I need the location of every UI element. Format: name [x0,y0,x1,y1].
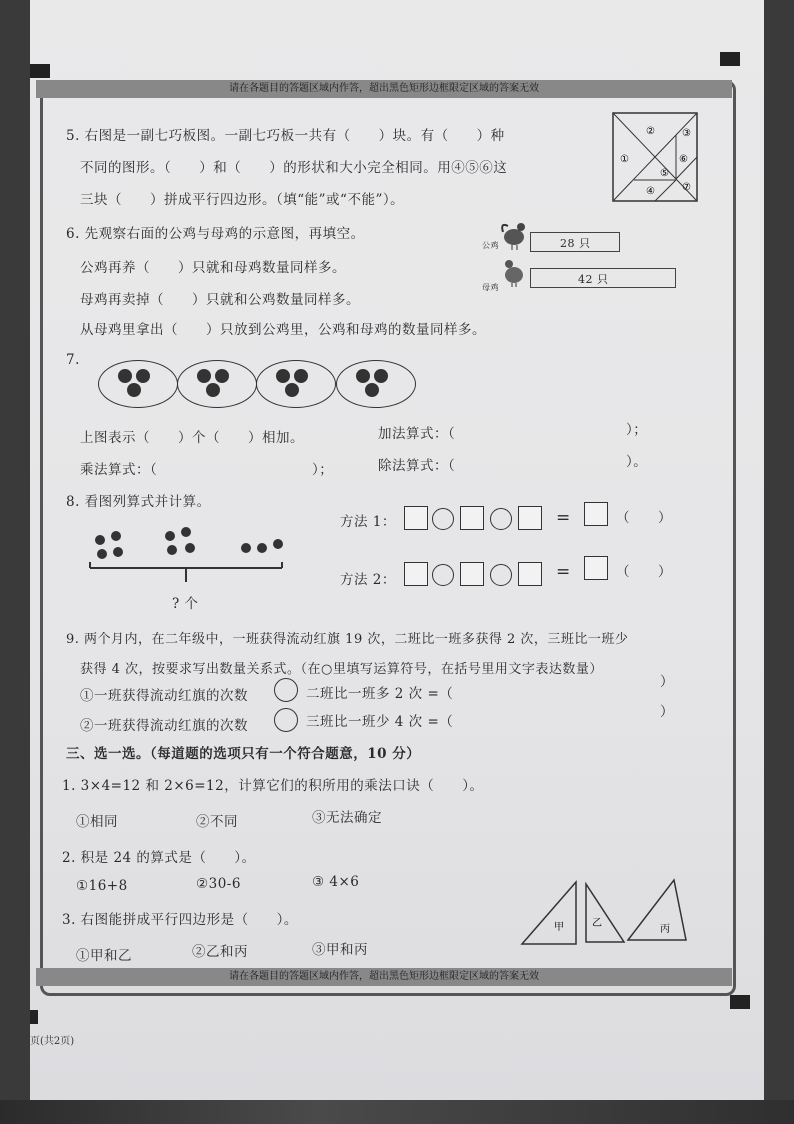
tangram-label: ② [646,126,655,137]
q7-division-close: ）。 [626,454,648,470]
rooster-count: 28 只 [560,237,591,250]
q9-row2-close: ） [660,704,674,720]
answer-box[interactable] [584,556,608,580]
triangle-label: 甲 [554,922,564,933]
flower-groups [98,360,414,406]
tangram-figure [612,112,698,202]
q7-addition-label: 加法算式：（ [378,426,456,442]
q7-line1a: 上图表示（ ）个（ ）相加。 [80,430,304,446]
answer-box[interactable] [404,506,428,530]
footer-notice: 请在各题目的答题区域内作答，超出黑色矩形边框限定区域的答案无效 [36,968,732,986]
header-notice: 请在各题目的答题区域内作答，超出黑色矩形边框限定区域的答案无效 [36,80,732,98]
q8-title: 8. 看图列算式并计算。 [66,494,211,510]
answer-box[interactable] [460,506,484,530]
q9-row2-right: 三班比一班少 4 次 =（ [306,714,454,730]
q9-line2: 获得 4 次，按要求写出数量关系式。（在○里填写运算符号，在括号里用文字表达数量） [80,662,603,677]
q5-line1: 5. 右图是一副七巧板图。一副七巧板一共有（ ）块。有（ ）种 [66,128,505,144]
tangram-label: ④ [646,186,655,197]
tangram-label: ⑦ [682,182,691,193]
s3-q2: 2. 积是 24 的算式是（ ）。 [62,850,256,866]
operator-circle[interactable] [432,564,454,586]
q9-row2-left: ②一班获得流动红旗的次数 [80,718,248,734]
s3-q3: 3. 右图能拼成平行四边形是（ ）。 [62,912,298,928]
answer-box[interactable] [518,562,542,586]
answer-box[interactable] [584,502,608,526]
section3-title: 三、选一选。（每道题的选项只有一个符合题意，10 分） [66,746,421,762]
q7-addition-close: ）； [626,422,648,438]
equals-sign: = [556,508,571,528]
q7-number: 7. [66,352,80,368]
q8-question: ? 个 [172,596,199,612]
registration-mark [30,1010,38,1024]
q6-line4: 从母鸡里拿出（ ）只放到公鸡里，公鸡和母鸡的数量同样多。 [80,322,486,338]
q5-line3: 三块（ ）拼成平行四边形。（填“能”或“不能”）。 [80,192,405,208]
s3-q1-option[interactable]: ②不同 [196,814,238,830]
answer-box[interactable] [460,562,484,586]
operator-circle[interactable] [432,508,454,530]
registration-mark [730,995,750,1009]
s3-q1: 1. 3×4=12 和 2×6=12，计算它们的积所用的乘法口诀（ ）。 [62,778,484,794]
q9-row1-close: ） [660,674,674,690]
tangram-label: ⑤ [660,168,669,179]
unit-paren: （ ） [616,510,672,526]
q7-multiplication-label: 乘法算式：（ [80,462,158,478]
rooster-icon [500,220,528,250]
s3-q1-option[interactable]: ③无法确定 [312,810,382,826]
operator-circle[interactable] [274,708,298,732]
q7-multiplication-close: ）； [312,462,334,478]
unit-paren: （ ） [616,564,672,580]
hen-icon [500,255,528,287]
registration-mark [30,64,50,78]
tangram-label: ③ [682,128,691,139]
answer-box[interactable] [518,506,542,530]
operator-circle[interactable] [490,508,512,530]
q9-row1-right: 二班比一班多 2 次 =（ [306,686,454,702]
answer-box[interactable] [404,562,428,586]
s3-q3-option[interactable]: ①甲和乙 [76,948,132,964]
q6-line3: 母鸡再卖掉（ ）只就和公鸡数量同样多。 [80,292,360,308]
registration-mark [720,52,740,66]
operator-circle[interactable] [274,678,298,702]
triangle-label: 乙 [592,918,602,929]
s3-q1-option[interactable]: ①相同 [76,814,118,830]
q6-line2: 公鸡再养（ ）只就和母鸡数量同样多。 [80,260,346,276]
method2-label: 方法 2： [340,572,396,588]
q8-picture [88,518,284,590]
method1-label: 方法 1： [340,514,396,530]
tangram-label: ① [620,154,629,165]
triangle-label: 丙 [660,924,670,935]
desk-background [0,1100,794,1124]
triangles-figure [518,876,690,946]
hen-label: 母鸡 [482,283,499,292]
s3-q2-option[interactable]: ①16+8 [76,878,128,894]
q9-row1-left: ①一班获得流动红旗的次数 [80,688,248,704]
q5-line2: 不同的图形。（ ）和（ ）的形状和大小完全相同。用④⑤⑥这 [80,160,508,176]
s3-q3-option[interactable]: ②乙和丙 [192,944,248,960]
q6-line1: 6. 先观察右面的公鸡与母鸡的示意图，再填空。 [66,226,365,242]
hen-count: 42 只 [578,273,609,286]
q9-line1: 9. 两个月内，在二年级中，一班获得流动红旗 19 次，二班比一班多获得 2 次，三班比一班少 [66,632,629,647]
page-footer: 页(共2页) [30,1036,75,1047]
s3-q2-option[interactable]: ②30-6 [196,876,241,892]
equals-sign: = [556,562,571,582]
operator-circle[interactable] [490,564,512,586]
s3-q2-option[interactable]: ③ 4×6 [312,874,360,890]
q7-division-label: 除法算式：（ [378,458,456,474]
tangram-label: ⑥ [679,154,688,165]
s3-q3-option[interactable]: ③甲和丙 [312,942,368,958]
rooster-label: 公鸡 [482,241,499,250]
